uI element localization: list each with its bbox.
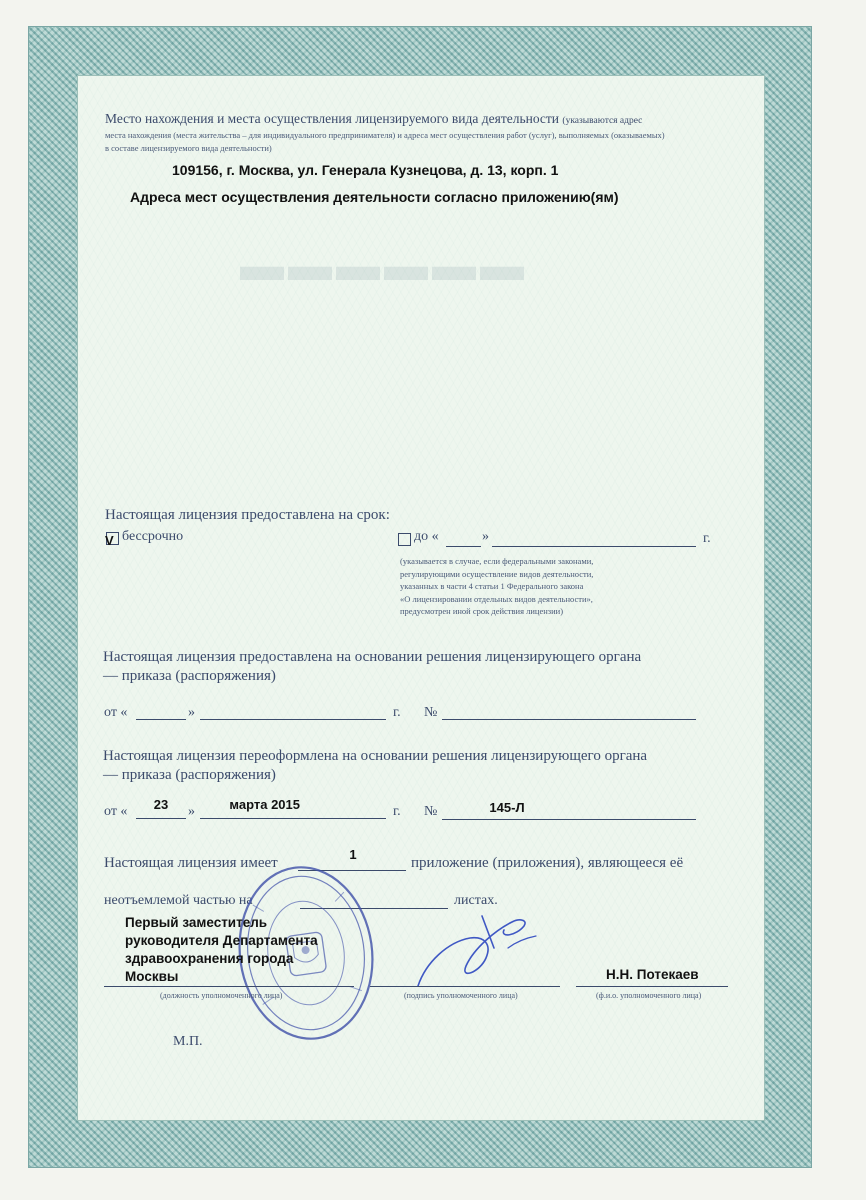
granted-number-sign: № (424, 705, 438, 720)
caption-signature: (подпись уполномоченного лица) (404, 991, 518, 1000)
until-date-line (492, 546, 696, 547)
term-note-line: указанных в части 4 статьи 1 Федерального закона (400, 581, 584, 591)
until-day-line (446, 546, 481, 547)
address-heading (105, 111, 745, 127)
reissued-month-year-value: марта 2015 (229, 797, 300, 812)
signatory-name: Н.Н. Потекаев (606, 967, 699, 982)
granted-day-line (136, 719, 186, 720)
reissued-from-mid: » (188, 804, 195, 819)
caption-name: (ф.и.о. уполномоченного лица) (596, 991, 702, 1000)
reissued-year-suffix: г. (393, 804, 401, 819)
granted-line-1: Настоящая лицензия предоставлена на основании решения лицензирующего органа (103, 649, 642, 665)
granted-from-prefix: от « (104, 705, 128, 720)
caption-position: (должность уполномоченного лица) (160, 991, 283, 1000)
name-line (576, 986, 728, 987)
address-heading-main: Место нахождения и места осуществления лицензируемого вида деятельности (105, 111, 560, 126)
term-note-line: (указывается в случае, если федеральными законами, (400, 556, 594, 566)
reissued-line-1: Настоящая лицензия переоформлена на основании решения лицензирующего органа (103, 748, 648, 764)
term-note (400, 555, 700, 618)
granted-date-line (200, 719, 386, 720)
address-heading-note-2: места нахождения (места жительства – для индивидуального предпринимателя) и адреса мест осуществления работ (услуг), выполняемых (оказываемых) (105, 130, 665, 140)
annex-suffix: приложение (приложения), являющееся её (411, 855, 684, 871)
address-heading-note-3: в составе лицензируемого вида деятельности) (105, 143, 272, 153)
license-address: 109156, г. Москва, ул. Генерала Кузнецова, д. 13, корп. 1 (172, 162, 559, 178)
term-note-line: регулирующими осуществление видов деятельности, (400, 568, 594, 579)
annex-line2-prefix: неотъемлемой частью на (104, 893, 253, 908)
granted-number-line (442, 719, 696, 720)
position-line (104, 986, 354, 987)
reissued-number-line (442, 819, 696, 820)
reissued-line-2: — приказа (распоряжения) (103, 767, 276, 783)
address-heading-note: (указываются адрес (562, 116, 643, 126)
granted-from-mid: » (188, 705, 195, 720)
signatory-position (125, 914, 318, 986)
signatory-position-line: Москвы (125, 969, 179, 984)
annex-line2-suffix: листах. (454, 893, 498, 908)
indefinite-check-mark: V (105, 533, 114, 548)
term-note-line: предусмотрен иной срок действия лицензии) (400, 606, 564, 616)
addresses-note: Адреса мест осуществления деятельности согласно приложению(ям) (130, 189, 619, 205)
signatory-position-line: здравоохранения города (125, 951, 294, 966)
granted-year-suffix: г. (393, 705, 401, 720)
signature-line (370, 986, 560, 987)
term-note-line: «О лицензировании отдельных видов деятельности», (400, 593, 593, 604)
reissued-from-prefix: от « (104, 804, 128, 819)
reissued-number-sign: № (424, 804, 438, 819)
until-mid: » (482, 529, 489, 544)
signatory-position-line: Первый заместитель (125, 915, 268, 930)
until-year-suffix: г. (703, 531, 711, 546)
reissued-date-line (200, 818, 386, 819)
background-watermark: ▬▬▬▬▬▬ (240, 241, 528, 290)
granted-line-2: — приказа (распоряжения) (103, 668, 276, 684)
stamp-place-label: М.П. (173, 1034, 203, 1049)
until-prefix: до « (414, 529, 439, 544)
reissued-day-value: 23 (153, 797, 169, 812)
annex-count-value: 1 (349, 847, 357, 862)
until-checkbox[interactable] (398, 533, 411, 546)
signature-scribble (412, 908, 542, 994)
reissued-number-value: 145-Л (489, 800, 525, 815)
annex-prefix: Настоящая лицензия имеет (104, 855, 278, 871)
term-label: Настоящая лицензия предоставлена на срок: (105, 507, 390, 523)
signatory-position-line: руководителя Департамента (125, 933, 318, 948)
reissued-day-line (136, 818, 186, 819)
indefinite-label: бессрочно (122, 529, 184, 544)
